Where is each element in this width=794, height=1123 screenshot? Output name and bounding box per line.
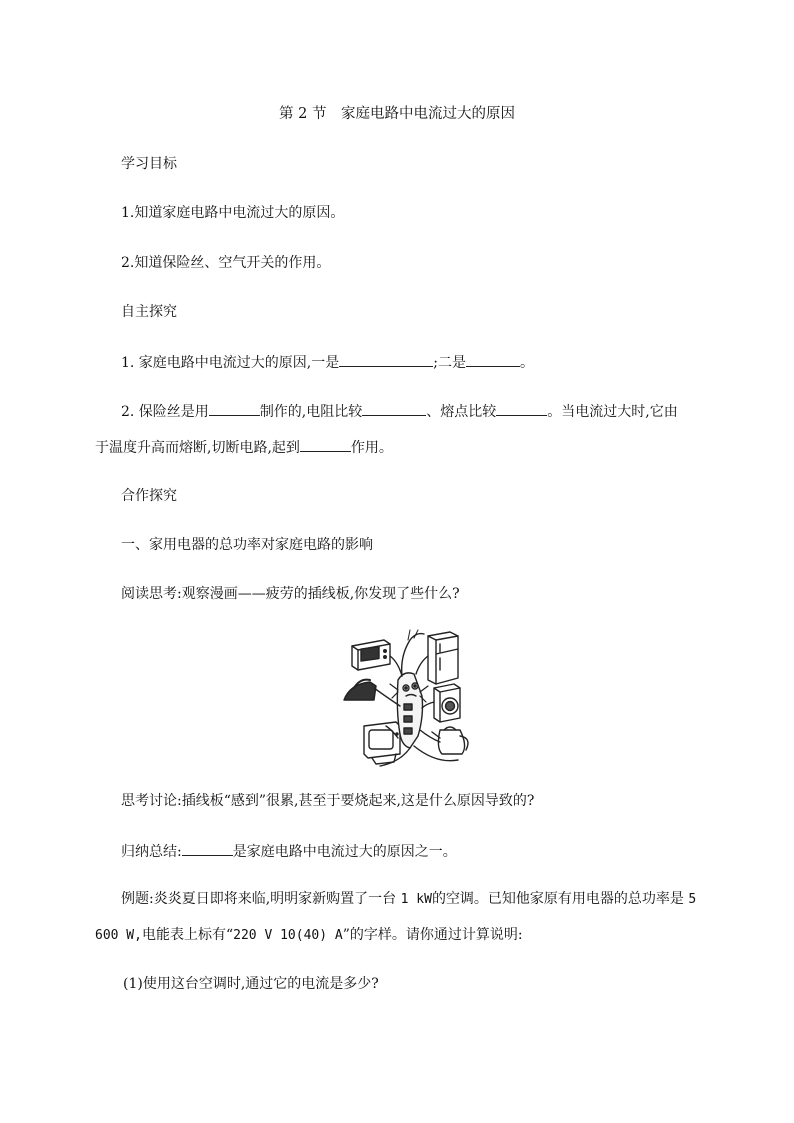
page-title: 第 2 节 家庭电路中电流过大的原因 bbox=[279, 106, 515, 122]
summary-text-a: 归纳总结: bbox=[121, 844, 182, 860]
question-2-text-c: 、熔点比较 bbox=[426, 404, 497, 420]
coop-heading: 合作探究 bbox=[121, 488, 177, 504]
question-2-text-d: 。当电流过大时,它由 bbox=[547, 404, 678, 420]
meter-rating: 220 V 10(40) A bbox=[233, 928, 343, 943]
goal-item-1: 1.知道家庭电路中电流过大的原因。 bbox=[121, 205, 345, 221]
question-1-text-c: 。 bbox=[519, 355, 534, 371]
question-2-text-b: 制作的,电阻比较 bbox=[259, 404, 363, 420]
goal-item-2: 2.知道保险丝、空气开关的作用。 bbox=[121, 255, 331, 271]
question-2-text-a: 2. 保险丝是用 bbox=[121, 404, 209, 420]
example-text-1c: 的空调。已知他家原有用电器的总功率是 bbox=[431, 891, 684, 907]
summary-text-b: 是家庭电路中电流过大的原因之一。 bbox=[232, 844, 457, 860]
section-1-heading: 一、家用电器的总功率对家庭电路的影响 bbox=[121, 537, 373, 553]
answer-blank[interactable] bbox=[362, 400, 426, 416]
answer-blank[interactable] bbox=[209, 400, 260, 416]
question-2-text-line2a: 于温度升高而熔断,切断电路,起到 bbox=[95, 440, 300, 456]
television-icon bbox=[364, 722, 400, 764]
example-text-1a: 例题:炎炎夏日即将来临,明明家新购置了一台 bbox=[121, 891, 397, 907]
goals-heading: 学习目标 bbox=[121, 156, 177, 172]
example-line-2 bbox=[95, 925, 523, 946]
example-power-value: 1 kW bbox=[400, 892, 432, 907]
question-1-text-a: 1. 家庭电路中电流过大的原因,一是 bbox=[121, 355, 340, 371]
question-2-text-line2b: 作用。 bbox=[350, 440, 393, 456]
question-2-line-2 bbox=[95, 436, 393, 458]
question-1-text-b: ;二是 bbox=[433, 355, 466, 371]
answer-blank[interactable] bbox=[182, 840, 233, 856]
washing-machine-icon bbox=[434, 684, 460, 722]
answer-blank[interactable] bbox=[496, 400, 547, 416]
sub-question-1: (1)使用这台空调时,通过它的电流是多少? bbox=[123, 976, 379, 992]
answer-blank[interactable] bbox=[300, 436, 351, 452]
question-2-line-1 bbox=[121, 400, 678, 422]
example-text-2b: 电能表上标有“ bbox=[141, 927, 234, 943]
example-line-1 bbox=[121, 889, 696, 910]
answer-blank[interactable] bbox=[466, 351, 520, 367]
refrigerator-icon bbox=[428, 632, 458, 684]
power-strip-cartoon bbox=[340, 626, 476, 768]
example-text-2d: ”的字样。请你通过计算说明: bbox=[342, 927, 523, 943]
self-study-heading: 自主探究 bbox=[121, 304, 177, 320]
summary-line bbox=[121, 840, 457, 862]
answer-blank[interactable] bbox=[339, 351, 433, 367]
example-text-1d: 5 bbox=[688, 892, 697, 907]
discussion-prompt: 思考讨论:插线板“感到”很累,甚至于要烧起来,这是什么原因导致的? bbox=[121, 793, 535, 809]
microwave-icon bbox=[352, 640, 390, 670]
reading-prompt: 阅读思考:观察漫画——疲劳的插线板,你发现了些什么? bbox=[121, 586, 460, 602]
question-1 bbox=[121, 351, 534, 373]
example-text-2a: 600 W, bbox=[95, 928, 142, 943]
iron-icon bbox=[344, 680, 376, 700]
